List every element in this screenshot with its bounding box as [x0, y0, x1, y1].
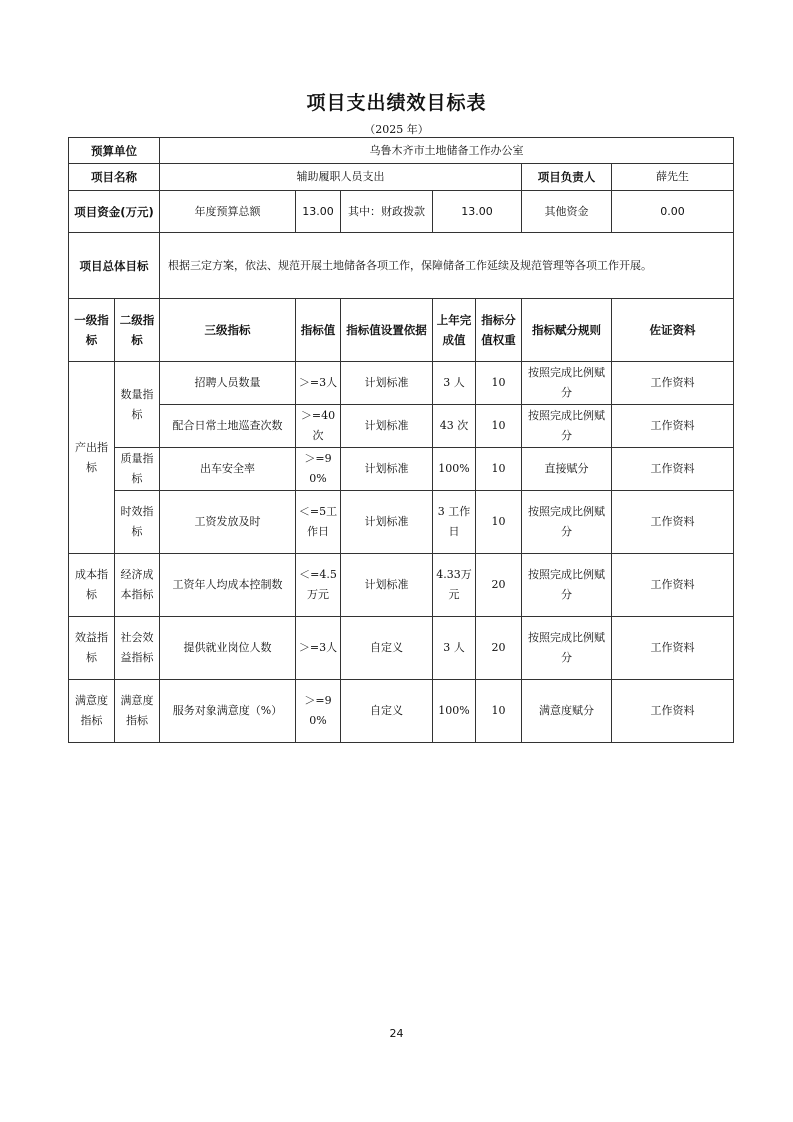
level2-cell: 数量指标 [115, 362, 160, 448]
header-cell: 一级指标 [69, 299, 115, 362]
evidence: 工作资料 [612, 554, 734, 617]
goal-text: 根据三定方案，依法、规范开展土地储备各项工作，保障储备工作延续及规范管理等各项工作开展。 [160, 233, 734, 299]
level1-cell: 成本指标 [69, 554, 115, 617]
indicator-value: ＞=90% [296, 448, 341, 491]
indicator-name: 工资年人均成本控制数 [160, 554, 296, 617]
weight-value: 20 [476, 554, 522, 617]
level2-cell: 社会效益指标 [115, 617, 160, 680]
indicator-basis: 计划标准 [341, 448, 433, 491]
evidence: 工作资料 [612, 448, 734, 491]
scoring-rule: 按照完成比例赋分 [522, 491, 612, 554]
indicator-basis: 计划标准 [341, 362, 433, 405]
evidence: 工作资料 [612, 617, 734, 680]
level2-cell: 经济成本指标 [115, 554, 160, 617]
last-year-value: 3 工作日 [433, 491, 476, 554]
weight-value: 10 [476, 491, 522, 554]
scoring-rule: 按照完成比例赋分 [522, 617, 612, 680]
indicator-name: 工资发放及时 [160, 491, 296, 554]
indicator-name: 服务对象满意度（%） [160, 680, 296, 743]
manager-label: 项目负责人 [522, 164, 612, 191]
table-row [69, 405, 734, 448]
level2-cell: 质量指标 [115, 448, 160, 491]
other-funds-value: 0.00 [612, 191, 734, 233]
weight-value: 10 [476, 680, 522, 743]
header-cell: 指标分值权重 [476, 299, 522, 362]
indicator-basis: 自定义 [341, 680, 433, 743]
scoring-rule: 按照完成比例赋分 [522, 554, 612, 617]
indicator-name: 出车安全率 [160, 448, 296, 491]
table-row [69, 362, 734, 405]
table-row [69, 448, 734, 491]
fiscal-label: 其中：财政拨款 [341, 191, 433, 233]
table-row [69, 617, 734, 680]
table-row [69, 554, 734, 617]
indicator-value: ＞=3人 [296, 362, 341, 405]
evidence: 工作资料 [612, 405, 734, 448]
level1-cell: 效益指标 [69, 617, 115, 680]
header-cell: 佐证资料 [612, 299, 734, 362]
indicator-name: 招聘人员数量 [160, 362, 296, 405]
evidence: 工作资料 [612, 491, 734, 554]
goal-label: 项目总体目标 [69, 233, 160, 299]
level1-cell: 满意度指标 [69, 680, 115, 743]
last-year-value: 4.33万元 [433, 554, 476, 617]
indicator-name: 配合日常土地巡查次数 [160, 405, 296, 448]
indicator-value: ＞=3人 [296, 617, 341, 680]
indicator-basis: 自定义 [341, 617, 433, 680]
header-cell: 指标值设置依据 [341, 299, 433, 362]
last-year-value: 3 人 [433, 362, 476, 405]
weight-value: 20 [476, 617, 522, 680]
unit-value: 乌鲁木齐市土地储备工作办公室 [160, 138, 734, 164]
year-label: （2025 年） [364, 123, 429, 136]
header-cell: 上年完成值 [433, 299, 476, 362]
weight-value: 10 [476, 405, 522, 448]
indicator-value: ＞=90% [296, 680, 341, 743]
fiscal-value: 13.00 [433, 191, 522, 233]
indicator-value: ＜=4.5万元 [296, 554, 341, 617]
goal-row [69, 233, 734, 299]
project-name-label: 项目名称 [69, 164, 160, 191]
page-title: 项目支出绩效目标表 [306, 92, 487, 114]
indicator-basis: 计划标准 [341, 405, 433, 448]
evidence: 工作资料 [612, 362, 734, 405]
level2-cell: 时效指标 [115, 491, 160, 554]
last-year-value: 43 次 [433, 405, 476, 448]
header-cell: 三级指标 [160, 299, 296, 362]
last-year-value: 100% [433, 680, 476, 743]
unit-row [69, 138, 734, 164]
weight-value: 10 [476, 362, 522, 405]
header-cell: 指标赋分规则 [522, 299, 612, 362]
table-row [69, 491, 734, 554]
header-cell: 指标值 [296, 299, 341, 362]
indicator-value: ＞=40次 [296, 405, 341, 448]
indicator-basis: 计划标准 [341, 491, 433, 554]
scoring-rule: 直接赋分 [522, 448, 612, 491]
project-name-value: 辅助履职人员支出 [160, 164, 522, 191]
indicator-value: ＜=5工作日 [296, 491, 341, 554]
level1-cell: 产出指标 [69, 362, 115, 554]
scoring-rule: 按照完成比例赋分 [522, 362, 612, 405]
table-row [69, 680, 734, 743]
evidence: 工作资料 [612, 680, 734, 743]
performance-table [68, 137, 734, 743]
annual-budget-label: 年度预算总额 [160, 191, 296, 233]
scoring-rule: 按照完成比例赋分 [522, 405, 612, 448]
weight-value: 10 [476, 448, 522, 491]
other-funds-label: 其他资金 [522, 191, 612, 233]
level2-cell: 满意度指标 [115, 680, 160, 743]
annual-budget-value: 13.00 [296, 191, 341, 233]
header-cell: 二级指标 [115, 299, 160, 362]
last-year-value: 3 人 [433, 617, 476, 680]
page-number: 24 [389, 1027, 404, 1040]
scoring-rule: 满意度赋分 [522, 680, 612, 743]
indicator-name: 提供就业岗位人数 [160, 617, 296, 680]
project-name-row [69, 164, 734, 191]
indicator-basis: 计划标准 [341, 554, 433, 617]
funds-row [69, 191, 734, 233]
funds-label: 项目资金(万元) [69, 191, 160, 233]
manager-value: 薛先生 [612, 164, 734, 191]
unit-label: 预算单位 [69, 138, 160, 164]
header-row [69, 299, 734, 362]
last-year-value: 100% [433, 448, 476, 491]
